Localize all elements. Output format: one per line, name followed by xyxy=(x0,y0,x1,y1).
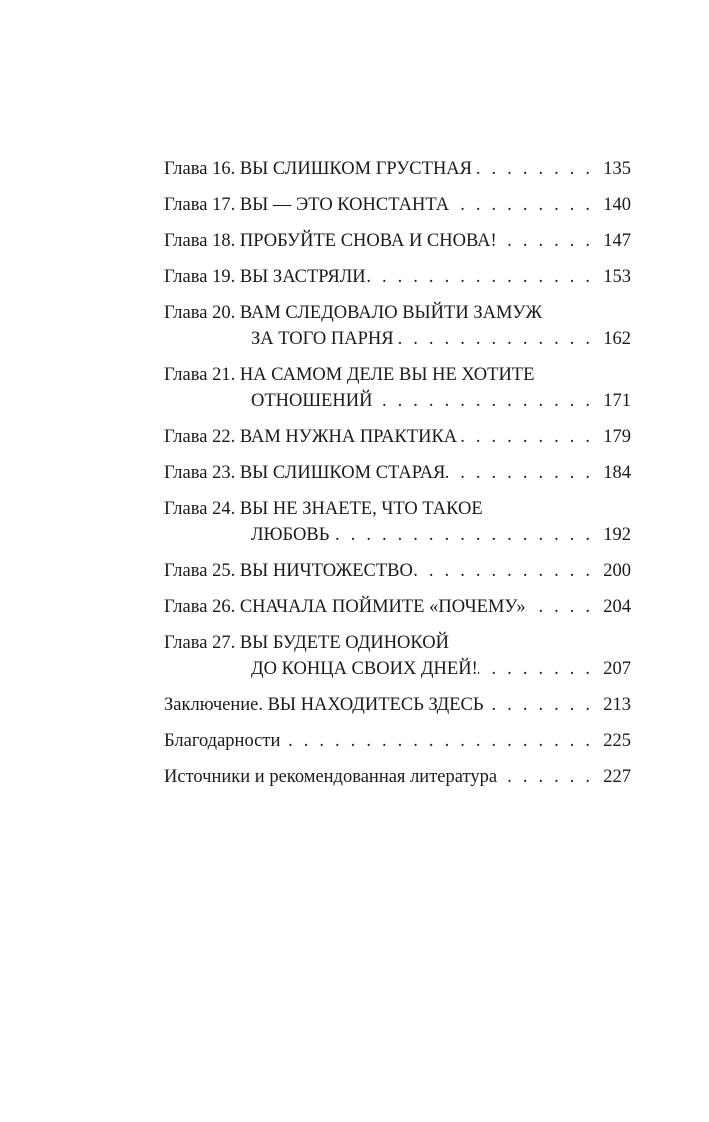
toc-entry[interactable] xyxy=(164,363,631,413)
toc-entry[interactable] xyxy=(164,595,631,619)
dot-leader xyxy=(497,765,597,789)
chapter-title: ВАМ НУЖНА ПРАКТИКА xyxy=(239,427,458,447)
page-number: 225 xyxy=(603,731,631,751)
toc-entry[interactable] xyxy=(164,559,631,583)
toc-entry[interactable] xyxy=(164,693,631,717)
toc-entry[interactable] xyxy=(164,497,631,547)
page-number: 171 xyxy=(603,391,631,411)
page-number: 227 xyxy=(603,767,631,787)
chapter-prefix: Заключение. xyxy=(164,695,263,715)
toc-entry[interactable] xyxy=(164,631,631,681)
dot-leader xyxy=(394,327,598,351)
chapter-title: ВЫ — ЭТО КОНСТАНТА xyxy=(239,195,450,215)
chapter-prefix: Глава 17. xyxy=(164,195,236,215)
page-number: 213 xyxy=(603,695,631,715)
toc-entry[interactable] xyxy=(164,193,631,217)
page-number: 192 xyxy=(603,525,631,545)
chapter-title: СНАЧАЛА ПОЙМИТЕ «ПОЧЕМУ» xyxy=(239,597,526,617)
toc-entry[interactable] xyxy=(164,461,631,485)
dot-leader xyxy=(280,729,597,753)
chapter-prefix: Глава 18. xyxy=(164,231,236,251)
chapter-prefix: Глава 24. xyxy=(164,499,236,519)
toc-entry[interactable] xyxy=(164,301,631,351)
chapter-prefix: Глава 22. xyxy=(164,427,236,447)
chapter-title: ВАМ СЛЕДОВАЛО ВЫЙТИ ЗАМУЖ xyxy=(239,303,543,323)
chapter-title: ВЫ ЗАСТРЯЛИ xyxy=(239,267,366,287)
dot-leader xyxy=(449,193,597,217)
chapter-prefix: Глава 16. xyxy=(164,159,236,179)
dot-leader xyxy=(372,389,597,413)
chapter-title: ВЫ СЛИШКОМ ГРУСТНАЯ xyxy=(239,159,473,179)
chapter-title: ВЫ БУДЕТЕ ОДИНОКОЙ xyxy=(239,633,450,653)
chapter-title-continued: ЛЮБОВЬ xyxy=(251,525,330,545)
chapter-title: Благодарности xyxy=(164,731,281,751)
chapter-title: ВЫ НАХОДИТЕСЬ ЗДЕСЬ xyxy=(267,695,484,715)
dot-leader xyxy=(478,657,598,681)
page-number: 204 xyxy=(603,597,631,617)
chapter-prefix: Глава 20. xyxy=(164,303,236,323)
chapter-title: ВЫ НИЧТОЖЕСТВО xyxy=(239,561,413,581)
dot-leader xyxy=(445,461,597,485)
chapter-prefix: Глава 19. xyxy=(164,267,236,287)
table-of-contents xyxy=(164,157,631,801)
dot-leader xyxy=(366,265,598,289)
chapter-prefix: Глава 21. xyxy=(164,365,236,385)
page-number: 147 xyxy=(603,231,631,251)
toc-entry[interactable] xyxy=(164,157,631,181)
page-number: 179 xyxy=(603,427,631,447)
toc-entry[interactable] xyxy=(164,765,631,789)
page-number: 162 xyxy=(603,329,631,349)
dot-leader xyxy=(483,693,597,717)
dot-leader xyxy=(472,157,597,181)
chapter-prefix: Глава 25. xyxy=(164,561,236,581)
chapter-title-continued: ЗА ТОГО ПАРНЯ xyxy=(251,329,394,349)
page-number: 207 xyxy=(603,659,631,679)
chapter-title: ВЫ СЛИШКОМ СТАРАЯ xyxy=(239,463,446,483)
chapter-prefix: Глава 27. xyxy=(164,633,236,653)
dot-leader xyxy=(526,595,598,619)
toc-entry[interactable] xyxy=(164,265,631,289)
dot-leader xyxy=(329,523,597,547)
dot-leader xyxy=(457,425,597,449)
chapter-prefix: Глава 26. xyxy=(164,597,236,617)
toc-entry[interactable] xyxy=(164,425,631,449)
page-number: 140 xyxy=(603,195,631,215)
dot-leader xyxy=(413,559,597,583)
page-number: 184 xyxy=(603,463,631,483)
toc-entry[interactable] xyxy=(164,229,631,253)
page-number: 200 xyxy=(603,561,631,581)
page-number: 153 xyxy=(603,267,631,287)
dot-leader xyxy=(497,229,598,253)
toc-entry[interactable] xyxy=(164,729,631,753)
chapter-title: ВЫ НЕ ЗНАЕТЕ, ЧТО ТАКОЕ xyxy=(239,499,483,519)
chapter-title: НА САМОМ ДЕЛЕ ВЫ НЕ ХОТИТЕ xyxy=(239,365,535,385)
page-number: 135 xyxy=(603,159,631,179)
chapter-title: Источники и рекомендованная литература xyxy=(164,767,498,787)
chapter-prefix: Глава 23. xyxy=(164,463,236,483)
chapter-title-continued: ДО КОНЦА СВОИХ ДНЕЙ! xyxy=(251,659,478,679)
chapter-title-continued: ОТНОШЕНИЙ xyxy=(251,391,373,411)
chapter-title: ПРОБУЙТЕ СНОВА И СНОВА! xyxy=(239,231,497,251)
